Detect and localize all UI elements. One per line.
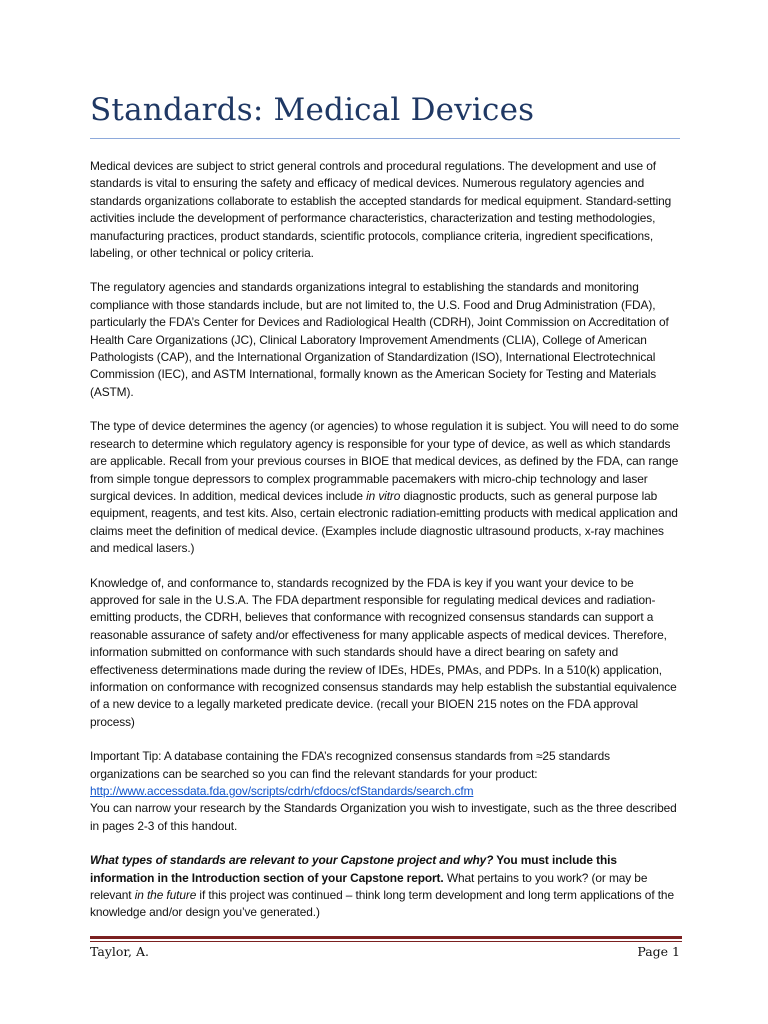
document-body <box>90 158 682 939</box>
paragraph-agencies: The regulatory agencies and standards organizations integral to establishing the standards and monitoring compliance with those standards include, but are not limited to, the U.S. Food and Drug Administration (FDA), particularly the FDA’s Center for Devices and Radiological Health (CDRH), Joint Commission on Accreditation of Health Care Organizations (JC), Clinical Laboratory Improvement Amendments (CLIA), College of American Pathologists (CAP), and the International Organization of Standardization (ISO), International Electrotechnical Commission (IEC), and ASTM International, formally known as the American Society for Testing and Materials (ASTM). <box>90 280 669 399</box>
paragraph-intro: Medical devices are subject to strict general controls and procedural regulations. The development and use of standards is vital to ensuring the safety and efficacy of medical devices. Numerous regulatory agencies and standards organizations collaborate to establish the accepted standards for medical equipment. Standard-setting activities include the development of performance characteristics, characterization and testing methodologies, manufacturing practices, product standards, scientific protocols, compliance criteria, ingredient specifications, labeling, or other technical or policy criteria. <box>90 159 672 261</box>
title-underline <box>90 138 680 139</box>
fda-standards-link[interactable]: http://www.accessdata.fda.gov/scripts/cdrh/cfdocs/cfStandards/search.cfm <box>90 784 474 798</box>
capstone-italic: in the future <box>134 888 197 903</box>
paragraph-tip <box>90 748 682 800</box>
paragraph-device-type-text-a: The type of device determines the agency (or agencies) to whose regulation it is subject. You will need to do some research to determine which regulatory agency is responsible for your type of device, as well as which standards are applicable. Recall from your previous courses in BIOE that medical devices, as defined by the FDA, can range from simple tongue depressors to complex programmable pacemakers with micro-chip technology and laser surgical devices. In addition, medical devices include <box>90 419 679 503</box>
page-title: Standards: Medical Devices <box>90 92 535 128</box>
paragraph-capstone <box>90 852 682 922</box>
paragraph-conformance: Knowledge of, and conformance to, standards recognized by the FDA is key if you want your device to be approved for sale in the U.S.A. The FDA department responsible for regulating medical devices and radiation-emitting products, the CDRH, believes that conformance with recognized consensus standards can support a reasonable assurance of safety and/or effectiveness for many applicable aspects of medical devices. Therefore, information submitted on conformance with such standards should have a direct bearing on safety and effectiveness determinations made during the review of IDEs, HDEs, PMAs, and PDPs. In a 510(k) application, information on conformance with recognized consensus standards may help establish the substantial equivalence of a new device to a legally marketed predicate device. (recall your BIOEN 215 notes on the FDA approval process) <box>90 575 677 729</box>
footer-rule-thin <box>90 941 682 942</box>
capstone-question: What types of standards are relevant to your Capstone project and why? <box>90 853 494 868</box>
capstone-text-b: if this project was continued – think long term development and long term applications of the knowledge and/or design you’ve generated.) <box>90 888 674 920</box>
paragraph-device-type-italic: in vitro <box>366 488 401 503</box>
footer-rule-thick <box>90 936 682 939</box>
footer-author: Taylor, A. <box>90 944 149 959</box>
capstone-text-a: What pertains to you work? (or may be relevant <box>90 870 648 903</box>
paragraph-narrow: You can narrow your research by the Standards Organization you wish to investigate, such as the three described in pages 2-3 of this handout. <box>90 801 677 833</box>
paragraph-tip-text: Important Tip: A database containing the FDA’s recognized consensus standards from ≈25 standards organizations can be searched so you can find the relevant standards for your product: <box>90 749 610 781</box>
footer-page-number: Page 1 <box>637 944 680 959</box>
capstone-requirement: You must include this information in the Introduction section of your Capstone report. <box>90 853 617 885</box>
paragraph-device-type <box>90 418 682 557</box>
paragraph-device-type-text-b: diagnostic products, such as general purpose lab equipment, reagents, and test kits. Also, certain electronic radiation-emitting products with medical application and claims meet the definition of medical device. (Examples include diagnostic ultrasound products, x-ray machines and medical lasers.) <box>90 488 678 556</box>
